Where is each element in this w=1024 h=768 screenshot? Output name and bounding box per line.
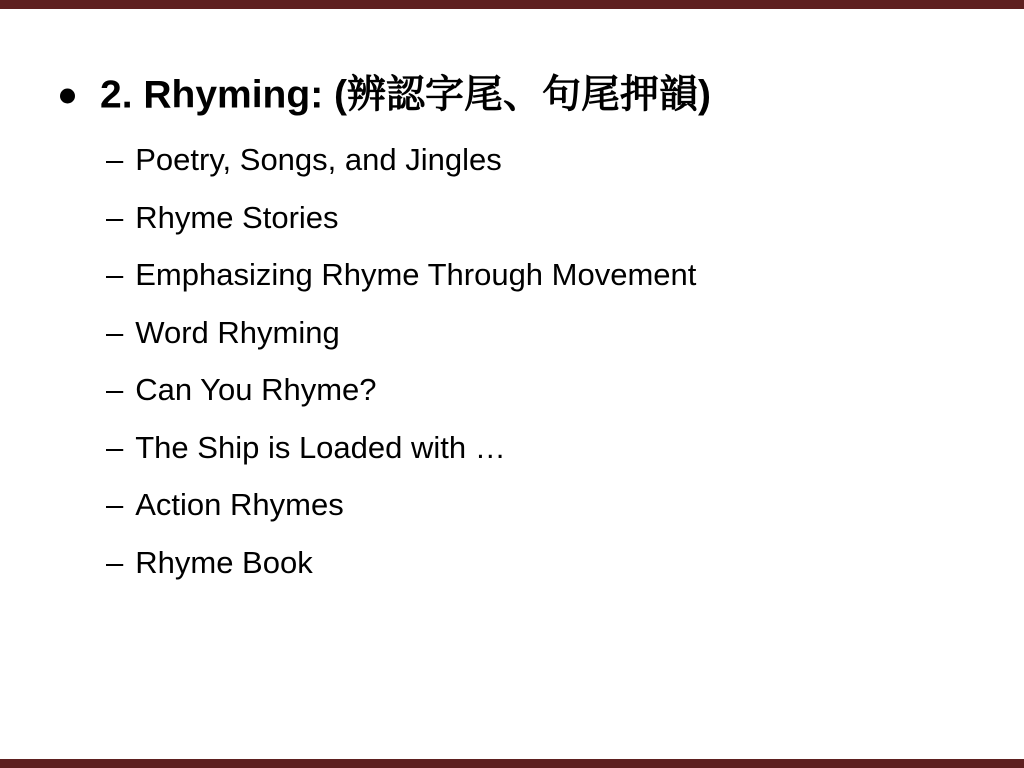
- list-item: [0, 476, 1024, 534]
- list-item: [0, 419, 1024, 477]
- dash-icon: –: [106, 314, 124, 350]
- dash-icon: –: [106, 429, 124, 465]
- dash-icon: –: [106, 487, 124, 523]
- sub-bullet-label: The Ship is Loaded with …: [135, 429, 506, 465]
- sub-bullet-label: Poetry, Songs, and Jingles: [135, 142, 502, 178]
- sub-bullet-label: Action Rhymes: [135, 487, 344, 523]
- list-item: [0, 189, 1024, 247]
- list-item: [0, 246, 1024, 304]
- bullet-dot-icon: [60, 89, 75, 104]
- slide-bottom-border: [0, 759, 1024, 768]
- sub-bullet-label: Word Rhyming: [135, 314, 340, 350]
- list-item: [0, 131, 1024, 189]
- sub-bullet-list: [0, 131, 1024, 591]
- dash-icon: –: [106, 199, 124, 235]
- list-item: [0, 534, 1024, 592]
- title-line: [0, 64, 1024, 128]
- slide-title: 2. Rhyming: (辨認字尾、句尾押韻): [100, 73, 711, 117]
- sub-bullet-label: Can You Rhyme?: [135, 372, 377, 408]
- sub-bullet-label: Emphasizing Rhyme Through Movement: [135, 257, 697, 293]
- dash-icon: –: [106, 257, 124, 293]
- list-item: [0, 304, 1024, 362]
- sub-bullet-label: Rhyme Book: [135, 544, 313, 580]
- list-item: [0, 361, 1024, 419]
- dash-icon: –: [106, 372, 124, 408]
- dash-icon: –: [106, 544, 124, 580]
- sub-bullet-label: Rhyme Stories: [135, 199, 339, 235]
- slide-top-border: [0, 0, 1024, 9]
- dash-icon: –: [106, 142, 124, 178]
